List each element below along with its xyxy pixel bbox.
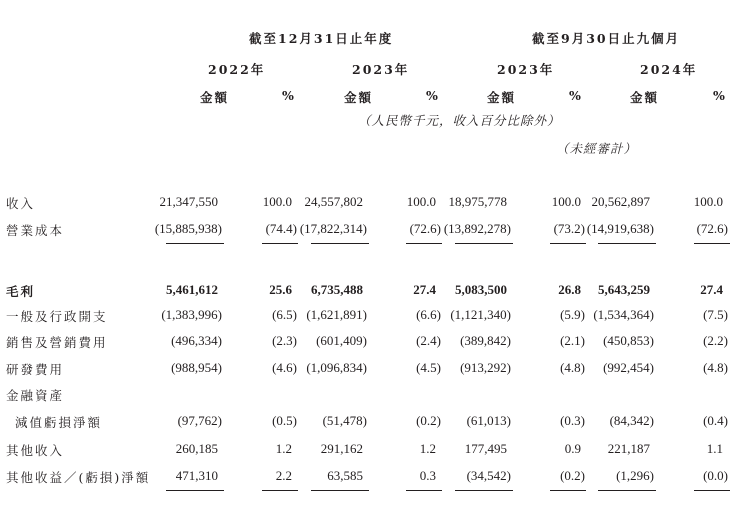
cell-value: (2.3)	[272, 333, 297, 348]
cell-value: 1.2	[419, 441, 436, 456]
cell-value: (389,842)	[460, 333, 511, 348]
row-label-selling-expenses: 銷售及營銷費用	[6, 335, 108, 350]
row-label-cost-of-sales: 營業成本	[6, 223, 65, 238]
header-year-2022: 2022年	[208, 62, 266, 77]
cell-value: (5.9)	[560, 307, 585, 322]
cell-value: (2.1)	[560, 333, 585, 348]
cell-value: 0.3	[419, 468, 436, 483]
cell-value: 18,975,778	[448, 194, 507, 209]
bottom-rule	[311, 490, 369, 491]
cell-value: (17,822,314)	[299, 221, 367, 236]
row-label-other-income: 其他收入	[6, 443, 65, 458]
cell-value: 24,557,802	[304, 194, 363, 209]
header-year-2024-9m: 2024年	[640, 62, 698, 77]
cell-value: 291,162	[320, 441, 363, 456]
cell-value: (84,342)	[609, 413, 654, 428]
bottom-rule	[455, 490, 513, 491]
cell-value: 0.9	[564, 441, 581, 456]
cell-value: (2.4)	[416, 333, 441, 348]
bottom-rule	[550, 490, 586, 491]
cell-value: 1.1	[706, 441, 723, 456]
col-percent-2024-9m: %	[713, 88, 727, 103]
cell-value: (1,383,996)	[161, 307, 222, 322]
cell-value: (4.8)	[703, 360, 728, 375]
row-label-revenue: 收入	[6, 196, 36, 211]
cell-value: 20,562,897	[591, 194, 650, 209]
cell-value: (61,013)	[466, 413, 511, 428]
bottom-rule	[694, 490, 730, 491]
bottom-rule	[598, 490, 656, 491]
cell-value: (0.0)	[703, 468, 728, 483]
header-year-ended: 截至12月31日止年度	[249, 31, 394, 46]
bottom-rule	[406, 490, 442, 491]
cell-value: (72.6)	[409, 221, 441, 236]
cell-value: (1,096,834)	[306, 360, 367, 375]
col-amount-2023: 金額	[344, 90, 374, 105]
cell-value: 221,187	[607, 441, 650, 456]
cell-value: (0.5)	[272, 413, 297, 428]
cell-value: 100.0	[406, 194, 436, 209]
col-amount-2022: 金額	[200, 90, 230, 105]
subtotal-rule	[166, 243, 224, 244]
cell-value: (15,885,938)	[154, 221, 222, 236]
cell-value: 5,643,259	[598, 282, 650, 297]
subtotal-rule	[550, 243, 586, 244]
subtotal-rule	[262, 243, 298, 244]
cell-value: (450,853)	[603, 333, 654, 348]
cell-value: 5,461,612	[166, 282, 218, 297]
cell-value: 100.0	[262, 194, 292, 209]
cell-value: 260,185	[175, 441, 218, 456]
cell-value: (6.5)	[272, 307, 297, 322]
cell-value: (13,892,278)	[443, 221, 511, 236]
cell-value: 100.0	[693, 194, 723, 209]
cell-value: (601,409)	[316, 333, 367, 348]
subtotal-rule	[598, 243, 656, 244]
unit-note: （人民幣千元，收入百分比除外）	[358, 113, 561, 128]
cell-value: 63,585	[327, 468, 363, 483]
header-nine-months: 截至9月30日止九個月	[532, 31, 681, 46]
cell-value: 27.4	[700, 282, 723, 297]
cell-value: 1.2	[275, 441, 292, 456]
cell-value: 6,735,488	[311, 282, 363, 297]
cell-value: 25.6	[269, 282, 292, 297]
cell-value: 177,495	[464, 441, 507, 456]
bottom-rule	[262, 490, 298, 491]
cell-value: (1,296)	[616, 468, 654, 483]
unaudited-note: （未經審計）	[556, 141, 638, 156]
cell-value: (73.2)	[553, 221, 585, 236]
cell-value: (0.4)	[703, 413, 728, 428]
col-percent-2023: %	[426, 88, 440, 103]
cell-value: (7.5)	[703, 307, 728, 322]
row-label-financial-assets: 金融資產	[6, 388, 65, 403]
cell-value: 27.4	[413, 282, 436, 297]
cell-value: 471,310	[175, 468, 218, 483]
col-amount-2024-9m: 金額	[630, 90, 660, 105]
cell-value: (72.6)	[696, 221, 728, 236]
cell-value: (496,334)	[171, 333, 222, 348]
cell-value: (97,762)	[177, 413, 222, 428]
cell-value: (4.6)	[272, 360, 297, 375]
cell-value: (1,534,364)	[593, 307, 654, 322]
subtotal-rule	[406, 243, 442, 244]
row-label-rnd-expenses: 研發費用	[6, 362, 65, 377]
header-year-2023: 2023年	[352, 62, 410, 77]
cell-value: (6.6)	[416, 307, 441, 322]
bottom-rule	[166, 490, 224, 491]
col-amount-2023-9m: 金額	[487, 90, 517, 105]
subtotal-rule	[311, 243, 369, 244]
cell-value: (0.3)	[560, 413, 585, 428]
subtotal-rule	[455, 243, 513, 244]
cell-value: (4.5)	[416, 360, 441, 375]
row-label-impairment: 減值虧損淨額	[15, 415, 103, 430]
header-year-2023-9m: 2023年	[497, 62, 555, 77]
cell-value: (988,954)	[171, 360, 222, 375]
cell-value: (0.2)	[560, 468, 585, 483]
cell-value: (0.2)	[416, 413, 441, 428]
cell-value: (51,478)	[322, 413, 367, 428]
col-percent-2023-9m: %	[569, 88, 583, 103]
cell-value: (1,621,891)	[306, 307, 367, 322]
cell-value: (992,454)	[603, 360, 654, 375]
cell-value: (34,542)	[466, 468, 511, 483]
row-label-admin-expenses: 一般及行政開支	[6, 309, 108, 324]
subtotal-rule	[694, 243, 730, 244]
cell-value: 26.8	[558, 282, 581, 297]
cell-value: 5,083,500	[455, 282, 507, 297]
col-percent-2022: %	[282, 88, 296, 103]
cell-value: 2.2	[275, 468, 292, 483]
cell-value: (74.4)	[265, 221, 297, 236]
cell-value: 100.0	[551, 194, 581, 209]
cell-value: 21,347,550	[159, 194, 218, 209]
row-label-other-gains: 其他收益／(虧損)淨額	[6, 470, 151, 485]
cell-value: (1,121,340)	[450, 307, 511, 322]
cell-value: (4.8)	[560, 360, 585, 375]
cell-value: (14,919,638)	[586, 221, 654, 236]
row-label-gross-profit: 毛利	[6, 284, 36, 299]
cell-value: (2.2)	[703, 333, 728, 348]
cell-value: (913,292)	[460, 360, 511, 375]
